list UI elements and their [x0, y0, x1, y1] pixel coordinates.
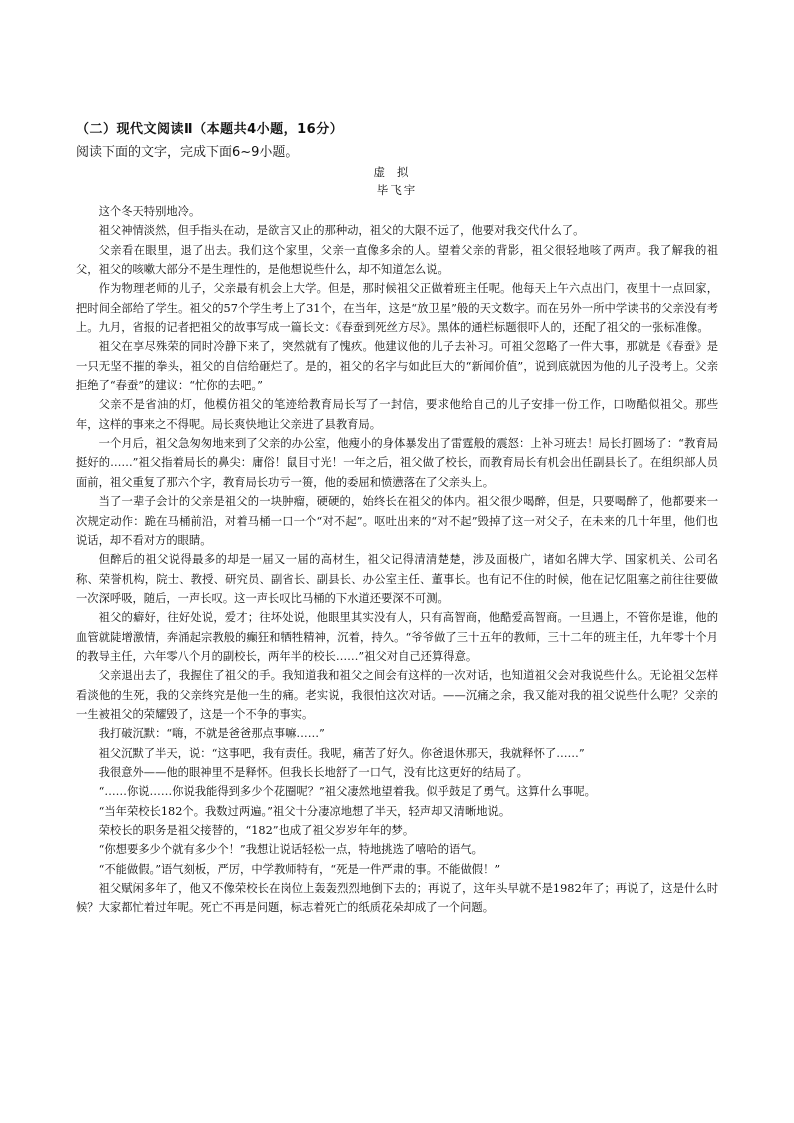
section-title: （二）现代文阅读Ⅱ（本题共4小题，16分）	[76, 122, 344, 137]
author-name: 毕飞宇	[376, 183, 418, 197]
paragraph: 荣校长的职务是祖父接替的，“182”也成了祖父岁岁年年的梦。	[98, 824, 415, 837]
paragraph: 父亲退出去了，我握住了祖父的手。我知道我和祖父之间会有这样的一次对话，也知道祖父会对我说些什么。无论祖父怎样看淡他的生死，我的父亲终究是他一生的痛。老实说，我很怕这次对话。——沉痛之余，我又能对我的祖父说些什么呢？父亲的一生被祖父的荣耀毁了，这是一个不争的事实。	[76, 669, 718, 721]
paragraph: 我很意外——他的眼神里不是释怀。但我长长地舒了一口气，没有比这更好的结局了。	[98, 765, 528, 779]
paragraph: 祖父沉默了半天，说：“这事吧，我有责任。我呢，痛苦了好久。你爸退休那天，我就释怀了……”	[98, 746, 585, 760]
paragraph: 这个冬天特别地冷。	[98, 205, 201, 218]
paragraph: “不能做假。”语气刻板，严厉，中学教师特有，“死是一件严肃的事。不能做假！”	[98, 862, 501, 876]
story-body	[76, 202, 718, 918]
paragraph: 父亲不是省油的灯，他模仿祖父的笔迹给教育局长写了一封信，要求他给自己的儿子安排一份工作，口吻酷似祖父。那些年，这样的事来之不得呢。局长爽快地让父亲进了县教育局。	[76, 398, 718, 431]
story-title: 虚拟	[373, 165, 421, 179]
paragraph: 作为物理老师的儿子，父亲最有机会上大学。但是，那时候祖父正做着班主任呢。他每天上午六点出门，夜里十一点回家，把时间全部给了学生。祖父的57个学生考上了31个，在当年，这是“放卫星”般的天文数字。而在另外一所中学读书的父亲没有考上。九月，省报的记者把祖父的故事写成一篇长文：《春蚕到死丝方尽》。黑体的通栏标题很吓人的，还配了祖父的一张标准像。	[76, 282, 718, 335]
paragraph: 祖父在享尽殊荣的同时冷静下来了，突然就有了愧疚。他建议他的儿子去补习。可祖父忽略了一件大事，那就是《春蚕》是一只无坚不摧的拳头，祖父的自信给砸烂了。是的，祖父的名字与如此巨大的“新闻价值”，说到底就因为他的儿子没考上。父亲拒绝了“春蚕”的建议：“忙你的去吧。”	[76, 340, 718, 393]
paragraph: 我打破沉默：“嗨，不就是爸爸那点事嘛……”	[98, 727, 325, 741]
paragraph: 父亲看在眼里，退了出去。我们这个家里，父亲一直像多余的人。望着父亲的背影，祖父很轻地咳了两声。我了解我的祖父，祖父的咳嗽大部分不是生理性的，是他想说些什么，却不知道怎么说。	[76, 243, 718, 277]
paragraph: 祖父赋闲多年了，他又不像荣校长在岗位上轰轰烈烈地倒下去的；再说了，这年头早就不是1982年了；再说了，这是什么时候？大家都忙着过年呢。死亡不再是问题，标志着死亡的纸质花朵却成了一个问题。	[76, 882, 718, 915]
paragraph: 一个月后，祖父急匆匆地来到了父亲的办公室，他瘦小的身体暴发出了雷霆般的震怒：上补习班去！局长打圆场了：“教育局挺好的……”祖父指着局长的鼻尖：庸俗！鼠目寸光！一年之后，祖父做了校长，而教育局长有机会出任副县长了。在组织部人员面前，祖父重复了那六个字，教育局长功亏一篑，他的委屈和愤懑落在了父亲头上。	[76, 437, 718, 489]
paragraph: 祖父神情淡然，但手指头在动，是欲言又止的那种动，祖父的大限不远了，他要对我交代什么了。	[98, 224, 585, 238]
paragraph: 祖父的癖好，往好处说，爱才；往坏处说，他眼里其实没有人，只有高智商，他酷爱高智商。一旦遇上，不管你是谁，他的血管就陡增激情，奔涌起宗教般的癫狂和牺牲精神，沉着，持久。“爷爷做了三十五年的教师，三十二年的班主任，九年零十个月的教导主任，六年零八个月的副校长，两年半的校长……”祖父对自己还算得意。	[76, 611, 718, 663]
reading-instruction: 阅读下面的文字，完成下面6~9小题。	[76, 145, 299, 160]
paragraph: “你想要多少个就有多少个！”我想让说话轻松一点，特地挑选了嘻哈的语气。	[98, 843, 483, 857]
paragraph: 当了一辈子会计的父亲是祖父的一块肿瘤，硬硬的，始终长在祖父的体内。祖父很少喝醉，但是，只要喝醉了，他都要来一次规定动作：跪在马桶前沿，对着马桶一口一个“对不起”。呕吐出来的“对不起”毁掉了这一对父子，在未来的几十年里，他们也说话，却不看对方的眼睛。	[76, 495, 718, 547]
paragraph: 但醉后的祖父说得最多的却是一届又一届的高材生，祖父记得清清楚楚，涉及面极广，诸如名牌大学、国家机关、公司名称、荣誉机构，院士、教授、研究员、副省长、副县长、办公室主任、董事长。也有记不住的时候，他在记忆阻塞之前往往要做一次深呼吸，随后，一声长叹。这一声长叹比马桶的下水道还要深不可测。	[76, 553, 718, 605]
paragraph: “当年荣校长182个。我数过两遍。”祖父十分凄凉地想了半天，轻声却又清晰地说。	[98, 804, 511, 818]
paragraph: “……你说……你说我能得到多少个花圈呢？”祖父凄然地望着我。似乎鼓足了勇气。这算什么事呢。	[98, 785, 596, 799]
